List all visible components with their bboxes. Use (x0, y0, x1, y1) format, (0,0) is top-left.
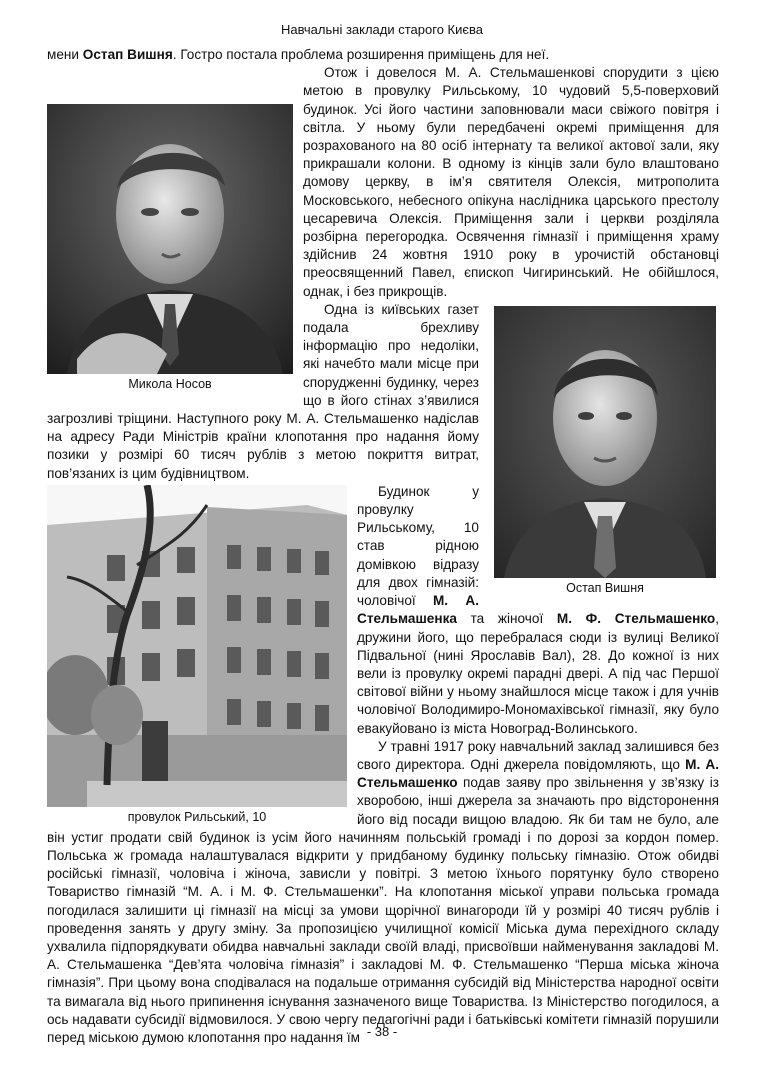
text-run: Будинок у провулку Рильському, 10 став рідною домівкою відразу для двох гімназій: чоловічої (357, 483, 479, 609)
portrait-photo-right (494, 306, 716, 578)
caption-portrait-left: Микола Носов (128, 377, 212, 392)
figure-portrait-left (47, 104, 293, 392)
portrait-photo-left (47, 104, 293, 374)
paragraph-2: Отож і довелося М. А. Стельмашенкові спорудити з цією метою в провулку Рильському, 10 чудовий 5,5-поверховий будинок. Усі його частини заповнювали маси свіжого повітря і світла. У ньому були передбачені окремі приміщення для розрахованого на 80 осіб інтернату та великої актової зали, яку прикрашали колони. В одному із кінців зали було влаштовано домову церкву, в ім’я святителя Олексія, митрополита Московського, небесного опікуна наслідника царського престолу цесаревича Олексія. Приміщення зали і церкви розділяла розбірна перегородка. Освячення гімназії і приміщення храму здійснив 24 жовтня 1910 року в урочистій обстановці преосвященний Павел, єпископ Чигиринський. Не обійшлося, однак, і без прикрощів. (303, 65, 719, 299)
page-number: - 38 - (366, 1024, 398, 1039)
text-run: подав заяву про звільнення у зв’язку із хворобою, інші джерела за значають про відсторонення його від посади вищою владою. Як би там не було, але він устиг продати свій будинок із усім його начинням польській громаді і по дорозі за кордон помер. Польська ж громада налаштувалася відкрити у придбаному будинку польську гімназію. Отож обидві російські гімназії, чоловіча і жіноча, зависли у повітрі. З метою їхнього порятунку було створено Товариство гімназій “М. А. і М. Ф. Стельмашенки”. На клопотання міської управи польська громада погодилася залишити ці гімназії на місці за умови щорічної винагороди їй у розмірі 40 тисяч рублів і проведення занять у другу зміну. За пропозицією училищної комісії Міська дума перехідного складу ухвалила підпорядкувати обидва навчальні заклади своїй владі, присвоївши найменування закладові М. А. Стельмашенка “Дев’ята чоловіча гімназія” і закладові М. Ф. Стельмашенко “Перша міська жіноча гімназія”. При цьому вона сподівалася на подальше отримання субсидій від Міністерства народної освіти та вимагала від нього припинення існування зазначеного вище Товариства. Із Міністерство погодилося, а ось надавати субсидії відмовилося. У свою чергу педагогічні ради і батьківські комітети гімназій порушили перед міською думою клопотання про надання їм (47, 775, 719, 1045)
text-run: мени (47, 47, 83, 62)
figure-portrait-right (491, 306, 719, 596)
running-header: Навчальні заклади старого Києва (280, 22, 484, 37)
paragraph-1 (47, 46, 719, 64)
text-run: . Гостро постала проблема розширення приміщень для неї. (172, 47, 550, 62)
caption-street: провулок Рильський, 10 (127, 809, 267, 824)
text-run: У травні 1917 року навчальний заклад залишився без свого директора. Одні джерела повідомляють, що (357, 738, 719, 772)
street-photo (47, 485, 347, 807)
page-body (47, 46, 719, 1047)
bold-name: М. А. Стельмашенка (357, 593, 479, 627)
text-run: та жіночої (456, 611, 557, 627)
paragraph-3: Одна із київських газет подала брехливу інформацію про недоліки, які начебто мали місце при спорудженні будинку, через що в його стінах з’явилися загрозливі тріщини. Наступного року М. А. Стельмашенко надіслав на адресу Ради Міністрів країни клопотання про надання йому позики у розмірі 60 тисяч рублів з метою покриття витрат, пов’язаних із цим будівництвом. (47, 301, 479, 481)
text-run: , дружини його, що перебралася сюди із вулиці Великої Підвальної (нині Ярославів Вал), 28. До кожної із них вели із провулку окремі парадні двері. А під час Першої світової війни у ньому знайшлося місце також і для учнів чоловічої Володимиро-Мономахівської гімназії, яку було евакуйовано із міста Новоград-Волинського. (357, 611, 720, 736)
bold-name: М. А. Стельмашенко (357, 756, 719, 791)
bold-name: Остап Вишня (82, 47, 173, 62)
figure-street (47, 485, 347, 825)
caption-portrait-right: Остап Вишня (566, 580, 644, 595)
bold-name: М. Ф. Стельмашенко (556, 611, 716, 627)
